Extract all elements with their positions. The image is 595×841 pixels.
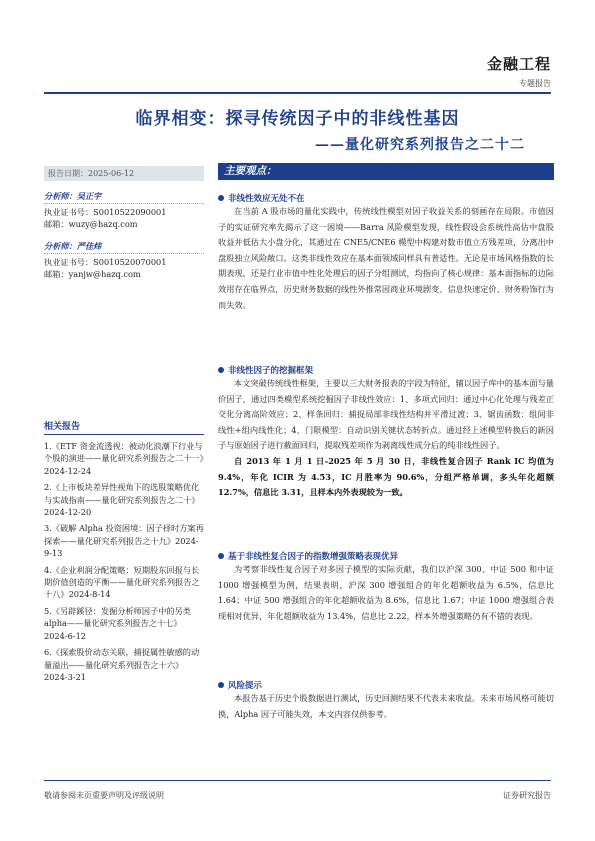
related-report-item[interactable]: 5.《另辟蹊径：发掘分析师因子中的另类 alpha——量化研究系列报告之十七》2024-6-12 [44, 605, 191, 641]
section-index-enhancement [218, 544, 554, 624]
section-mining-framework [218, 358, 554, 501]
section-body: 在当前 A 股市场的量化实践中，传统线性模型对因子收益关系的刻画存在局限。市值因子的实证研究率先揭示了这一困境——Barra 风险模型发现，线性假设会系统性高估中盘股收益并低估大小盘分化，其通过在 CNE5/CNE6 模型中构建对数市值立方残差项，分离出中盘股独立风险敞口。这类非线性效应在基本面领域同样具有普适性。无论是市场风格指数的长期表现，还是行业市值中性化处理后的因子分组测试，均指向了核心规律：基本面指标的边际效用存在临界点，历史财务数据的线性外推常因商业环境剧变、信息快速定价、财务粉饰行为而失效。 [218, 206, 554, 310]
brand-title: 金融工程 [486, 55, 551, 73]
section-body: 为考察非线性复合因子对多因子模型的实际贡献，我们以沪深 300、中证 500 和中证 1000 增强模型为例，结果表明，沪深 300 增强组合的年化超额收益为 6.5%，信息比 1.64；中证 500 增强组合的年化超额收益为 8.6%，信息比 1.67；中证 1000 增强组合表现相对优异，年化超额收益为 13.4%，信息比 2.22，样本外增强策略仍有不错的表现。 [218, 564, 554, 621]
analyst-name: 分析师：吴正宇 [44, 190, 204, 204]
bullet-icon [218, 553, 224, 559]
footer-disclaimer: 敬请参阅末页重要声明及评级说明 [44, 791, 164, 800]
analyst-cert: 执业证书号：S0010522090001 [44, 207, 167, 217]
report-subtitle: ——量化研究系列报告之二十二 [315, 137, 525, 153]
bullet-icon [218, 195, 224, 201]
related-report-item[interactable]: 1.《ETF 资金流透视：被动化浪潮下行业与个股的演进——量化研究系列报告之二十一》2024-12-24 [44, 441, 204, 476]
section-body: 本报告基于历史个股数据进行测试，历史回测结果不代表未来收益。未来市场风格可能切换，Alpha 因子可能失效，本文内容仅供参考。 [218, 693, 554, 719]
main-viewpoints [218, 163, 554, 180]
report-date: 报告日期：2025-06-12 [44, 166, 204, 181]
related-report-item[interactable]: 2.《上市板块差异性视角下的选股策略优化与实战指南——量化研究系列报告之二十》2024-12-20 [44, 482, 200, 518]
header-divider [44, 92, 551, 94]
bullet-icon [218, 367, 224, 373]
section-risk-warning [218, 673, 554, 722]
analyst-email[interactable]: 邮箱：wuzy@hazq.com [44, 219, 138, 229]
report-title: 临界相变：探寻传统因子中的非线性基因 [135, 109, 460, 129]
related-report-item[interactable]: 4.《企业利润分配策略：短期股东回报与长期价值创造的平衡——量化研究系列报告之十八》2024-8-14 [44, 564, 200, 600]
analyst-email[interactable]: 邮箱：yanjw@hazq.com [44, 269, 141, 279]
footer-divider [44, 780, 551, 781]
section-nonlinear-effects [218, 186, 554, 313]
section-heading: 风险提示 [228, 681, 263, 691]
doc-type-label: 专题报告 [519, 79, 551, 88]
section-heading: 非线性因子的挖掘框架 [228, 366, 314, 376]
viewpoint-title: 主要观点： [218, 163, 554, 180]
analyst-name: 分析师：严佳炜 [44, 240, 204, 254]
footer-label: 证券研究报告 [503, 791, 551, 800]
related-reports-title: 相关报告 [44, 419, 204, 435]
section-heading: 基于非线性复合因子的指数增强策略表现优异 [228, 552, 399, 562]
section-heading: 非线性效应无处不在 [228, 194, 305, 204]
related-reports [44, 419, 204, 687]
analyst-block [44, 240, 204, 280]
left-sidebar [44, 166, 204, 280]
section-body: 本文突破传统线性框架，主要以三大财务报表的字段为特征，辅以因子库中的基本面与量价因子，通过四类模型系统挖掘因子非线性效应：1、多项式回归：通过中心化处理与残差正交化分离高阶效应；2、样条回归：捕捉局部非线性结构并平滑过渡；3、锯齿函数：组间非线性+组内线性化；4、门限模型：自动识别关键状态转折点。通过经上述模型转换后的新因子与原始因子进行截面回归，提取残差项作为剥离线性成分后的纯非线性因子。 [218, 378, 554, 451]
related-report-item[interactable]: 6.《探索股价动态关联，捕捉属性敏感的动量溢出——量化研究系列报告之十六》2024-3-21 [44, 647, 200, 682]
analyst-block [44, 190, 204, 230]
analyst-cert: 执业证书号：S0010520070001 [44, 257, 167, 267]
bullet-icon [218, 682, 224, 688]
section-highlight: 自 2013 年 1 月 1 日-2025 年 5 月 30 日，非线性复合因子 Rank IC 均值为 9.4%，年化 ICIR 为 4.53，IC 月胜率为 90.6%，分组严格单调，多头年化超额 12.7%，信息比 3.31，且样本内外表现较为一致。 [218, 455, 554, 498]
related-report-item[interactable]: 3.《破解 Alpha 投资困境：因子择时方案再探索——量化研究系列报告之十九》2024-9-13 [44, 523, 204, 559]
